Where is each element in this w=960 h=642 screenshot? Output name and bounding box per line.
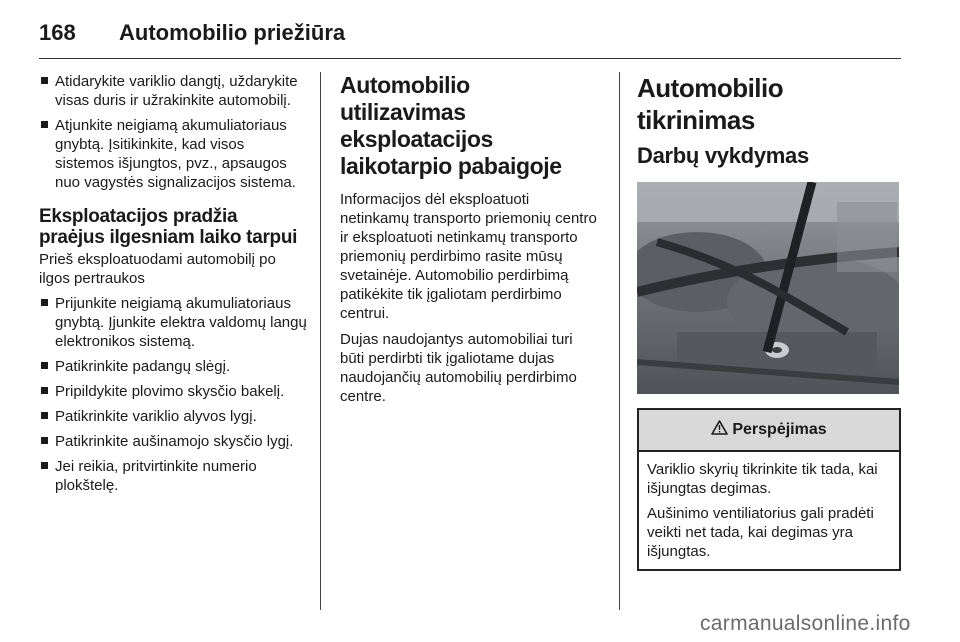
bullet-icon (41, 362, 48, 369)
list-item: Atidarykite variklio dangtį, uždarykite visas duris ir užrakinkite automobilį. (39, 72, 307, 110)
list-item: Patikrinkite variklio alyvos lygį. (39, 407, 307, 426)
list-item: Atjunkite neigiamą akumuliatoriaus gnybtą. Įsitikinkite, kad visos sistemos išjungtos, pvz., apsaugos nuo vagystės signalizacijos sistema. (39, 116, 307, 192)
section-heading: Automobilio tikrinimas (637, 73, 784, 135)
warning-box (637, 408, 901, 571)
bullet-icon (41, 437, 48, 444)
column-divider (619, 72, 620, 610)
page-title: Automobilio priežiūra (119, 20, 346, 45)
page-header (39, 14, 901, 54)
bullet-icon (41, 77, 48, 84)
list-item: Jei reikia, pritvirtinkite numerio plokštelę. (39, 457, 307, 495)
bullet-list (39, 72, 307, 192)
bullet-icon (41, 412, 48, 419)
list-item: Pripildykite plovimo skysčio bakelį. (39, 382, 307, 401)
bullet-icon (41, 387, 48, 394)
watermark: carmanualsonline.info (700, 612, 911, 635)
paragraph: Informacijos dėl eksploatuoti netinkamų transporto priemonių centro ir eksploatuoti netinkamų transporto priemonių perdirbimo rasite mūsų svetainėje. Automobilio perdirbimą patikėkite tik įgaliotam perdirbimo centrui. (340, 191, 597, 322)
column-right (637, 72, 901, 571)
warning-title: Perspėjimas (732, 421, 827, 438)
subsection-heading: Darbų vykdymas (637, 143, 809, 168)
list-item: Patikrinkite padangų slėgį. (39, 357, 307, 376)
list-item: Patikrinkite aušinamojo skysčio lygį. (39, 432, 307, 451)
bullet-icon (41, 462, 48, 469)
section-heading: Automobilio utilizavimas eksploatacijos laikotarpio pabaigoje (340, 72, 562, 179)
page-number: 168 (39, 20, 76, 45)
column-divider (320, 72, 321, 610)
bullet-list (39, 294, 307, 495)
bullet-icon (41, 121, 48, 128)
column-left (39, 72, 307, 501)
bullet-icon (41, 299, 48, 306)
header-divider (39, 58, 901, 59)
warning-header (639, 410, 899, 452)
paragraph: Variklio skyrių tikrinkite tik tada, kai išjungtas degimas. (647, 461, 878, 497)
warning-body (639, 452, 899, 569)
column-middle (340, 72, 600, 413)
engine-bay-illustration (637, 182, 899, 394)
paragraph: Dujas naudojantys automobiliai turi būti perdirbti tik įgaliotame dujas naudojančių automobilių perdirbimo centre. (340, 331, 577, 405)
intro-text: Prieš eksploatuodami automobilį po ilgos pertraukos (39, 251, 276, 287)
list-item: Prijunkite neigiamą akumuliatoriaus gnybtą. Įjunkite elektra valdomų langų elektronikos sistemą. (39, 294, 307, 351)
paragraph: Aušinimo ventiliatorius gali pradėti veikti net tada, kai degimas yra išjungtas. (647, 505, 874, 560)
warning-triangle-icon (711, 420, 728, 440)
section-heading: Eksploatacijos pradžia praėjus ilgesniam laiko tarpui (39, 206, 298, 248)
engine-bay-photo (637, 182, 899, 394)
